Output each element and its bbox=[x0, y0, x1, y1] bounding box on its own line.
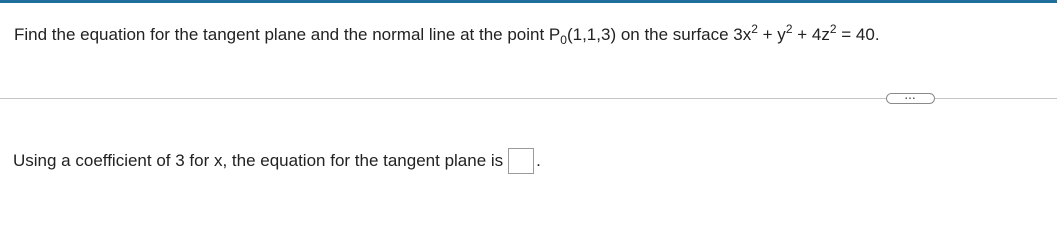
ellipsis-icon: ... bbox=[904, 91, 917, 102]
expand-more-button[interactable] bbox=[886, 93, 935, 104]
exponent-x: 2 bbox=[751, 22, 758, 36]
answer-prompt: Using a coefficient of 3 for x, the equation for the tangent plane is bbox=[13, 151, 504, 170]
exponent-y: 2 bbox=[785, 22, 793, 36]
top-accent-bar bbox=[0, 0, 1057, 3]
point-subscript: 0 bbox=[560, 33, 567, 47]
answer-terminator: . bbox=[536, 151, 541, 170]
equation-rhs: = 40. bbox=[836, 25, 880, 44]
point-coords: (1,1,3) on the surface 3x bbox=[566, 25, 752, 44]
answer-line bbox=[13, 148, 541, 174]
question-intro: Find the equation for the tangent plane and the normal line at the point P bbox=[14, 25, 561, 44]
tangent-plane-answer-input[interactable] bbox=[508, 148, 534, 174]
exponent-z: 2 bbox=[829, 22, 837, 36]
term-y: + y bbox=[757, 25, 786, 44]
question-text bbox=[14, 24, 880, 46]
term-z: + 4z bbox=[792, 25, 830, 44]
